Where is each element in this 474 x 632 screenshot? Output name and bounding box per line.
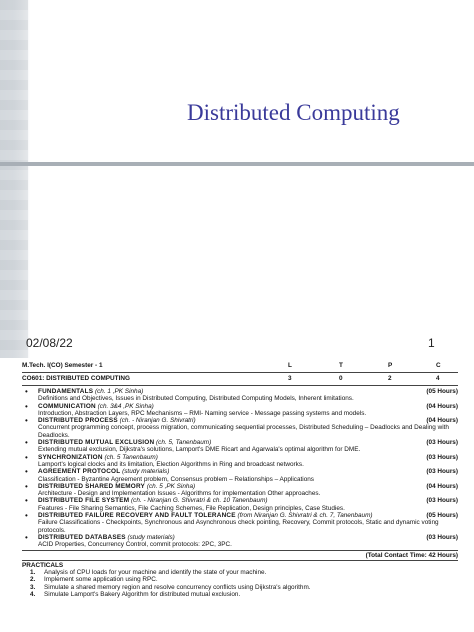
val-t: 0 — [339, 375, 343, 382]
practicals-heading: PRACTICALS — [22, 561, 64, 569]
bullet-icon: • — [25, 438, 28, 448]
semester-header — [22, 362, 458, 371]
practical-number: 2. — [30, 576, 36, 584]
topic-hours: (05 Hours) — [426, 512, 458, 520]
course-line: M.Tech. I(CO) Semester - 1 — [22, 362, 103, 369]
course-rule — [22, 385, 458, 386]
topic-hours: (04 Hours) — [426, 482, 458, 490]
header-rule — [22, 372, 458, 373]
col-c: C — [436, 362, 441, 369]
bullet-icon: • — [25, 532, 28, 542]
topic-item — [22, 439, 458, 454]
topic-hours: (05 Hours) — [426, 388, 458, 395]
practicals-list — [22, 569, 458, 598]
topic-desc: Architecture - Design and Implementation Issues - Algorithms for implementation Other approaches. — [38, 490, 321, 498]
topic-title: DISTRIBUTED PROCESS — [38, 417, 118, 425]
topic-ref: (ch. 5, Tanenbaum) — [156, 439, 212, 447]
practical-text: Analysis of CPU loads for your machine and identify the state of your machine. — [44, 569, 267, 577]
topic-item — [22, 497, 458, 512]
course-name: CO601: DISTRIBUTED COMPUTING — [22, 375, 130, 382]
topic-title: DISTRIBUTED FAILURE RECOVERY AND FAULT TOLERANCE — [38, 512, 236, 520]
topic-ref: (ch. 5 Tanenbaum) — [104, 453, 158, 461]
topic-item — [22, 534, 458, 549]
topic-ref: (ch. - Niranjan G. Shivratri & ch. 10 Tanenbaum) — [131, 497, 268, 505]
practical-text: Implement some application using RPC. — [44, 576, 158, 584]
topic-item — [22, 454, 458, 469]
topic-hours: (04 Hours) — [426, 417, 458, 425]
col-t: T — [339, 362, 343, 369]
topic-title: AGREEMENT PROTOCOL — [38, 468, 121, 476]
topic-ref: (from Niranjan G. Shivratri & ch. 7, Tanenbaum) — [237, 512, 373, 520]
bullet-icon: • — [25, 481, 28, 491]
practical-item — [22, 569, 458, 576]
bullet-icon: • — [25, 511, 28, 521]
topic-hours: (03 Hours) — [426, 497, 458, 505]
topic-title: DISTRIBUTED MUTUAL EXCLUSION — [38, 439, 155, 447]
topic-item — [22, 512, 458, 534]
bullet-icon: • — [25, 416, 28, 426]
val-l: 3 — [288, 375, 292, 382]
topic-title: DISTRIBUTED FILE SYSTEM — [38, 497, 130, 505]
total-contact-time: (Total Contact Time: 42 Hours) — [22, 550, 458, 561]
col-p: P — [388, 362, 393, 369]
topic-desc: Extending mutual exclusion, Dijkstra's solutions, Lamport's DME Ricart and Agarwala's optimal algorithm for DME. — [38, 446, 361, 454]
topic-hours: (03 Hours) — [426, 453, 458, 461]
topic-ref: (study materials) — [122, 468, 170, 476]
topic-ref: (ch. 5 ,PK Sinha) — [146, 482, 196, 490]
val-p: 2 — [388, 375, 392, 382]
practical-text: Simulate Lamport's Bakery Algorithm for distributed mutual exclusion. — [44, 591, 241, 599]
topic-item — [22, 388, 458, 403]
topic-hours: (03 Hours) — [426, 439, 458, 447]
topic-ref: (ch. - Niranjan G. Shivratri) — [119, 417, 196, 425]
topic-title: FUNDAMENTALS — [38, 388, 94, 395]
bullet-icon: • — [25, 467, 28, 477]
topic-item — [22, 468, 458, 483]
practical-item — [22, 591, 458, 598]
topic-hours: (03 Hours) — [426, 533, 458, 541]
topic-title: COMMUNICATION — [38, 402, 96, 410]
bullet-icon: • — [25, 401, 28, 411]
val-c: 4 — [436, 375, 440, 382]
bullet-icon: • — [25, 452, 28, 462]
bullet-icon: • — [25, 387, 28, 396]
topic-hours: (04 Hours) — [426, 402, 458, 410]
topic-ref: (study materials) — [127, 533, 175, 541]
course-row — [22, 375, 458, 384]
topic-title: DISTRIBUTED DATABASES — [38, 533, 126, 541]
topic-desc: Classification - Byzantine Agreement problem, Consensus problem – Relationships – Applications — [38, 475, 315, 483]
topic-desc: Lamport's logical clocks and its limitation, Election Algorithms in Ring and broadcast networks. — [38, 460, 304, 468]
practical-item — [22, 584, 458, 591]
topic-desc: Concurrent programming concept, process migration, communicating sequential processes, Distributed Scheduling – Deadlocks and Dealing with Deadlocks. — [38, 424, 449, 439]
slide-left-band — [0, 0, 28, 358]
practical-number: 1. — [30, 569, 36, 577]
topic-item — [22, 483, 458, 498]
topic-desc: Introduction, Abstraction Layers, RPC Mechanisms – RMI- Naming service - Message passing systems and models. — [38, 409, 367, 417]
slide-date: 02/08/22 — [26, 336, 73, 350]
topic-item — [22, 417, 458, 439]
topic-desc: Definitions and Objectives, Issues in Distributed Computing, Distributed Computing Models, Inherent limitations. — [38, 395, 354, 403]
topic-item — [22, 403, 458, 418]
slide-page-number: 1 — [428, 336, 435, 350]
practical-number: 3. — [30, 583, 36, 591]
slide-title: Distributed Computing — [187, 100, 400, 125]
bullet-icon: • — [25, 496, 28, 506]
topic-desc: Failure Classifications - Checkpoints, Synchronous and Asynchronous check pointing, Recovery, Commit protocols, Static and dynamic voting protocols. — [38, 519, 439, 534]
topic-title: DISTRIBUTED SHARED MEMORY — [38, 482, 146, 490]
topic-hours: (03 Hours) — [426, 468, 458, 476]
topic-desc: Features - File Sharing Semantics, File Caching Schemes, File Replication, Design principles, Case Studies. — [38, 504, 345, 512]
practical-number: 4. — [30, 591, 36, 599]
syllabus-document — [22, 362, 458, 632]
col-l: L — [288, 362, 292, 369]
topic-desc: ACID Properties, Concurrency Control, commit protocols: 2PC, 3PC. — [38, 541, 232, 549]
slide-divider — [0, 162, 474, 166]
practical-item — [22, 576, 458, 583]
topic-title: SYNCHRONIZATION — [38, 453, 103, 461]
topic-ref: (ch. 3&4 ,PK Sinha) — [97, 402, 154, 410]
practical-text: Simulate a shared memory region and resolve concurrency conflicts using Dijkstra's algorithm. — [44, 583, 311, 591]
topic-ref: (ch. 1 ,PK Sinha) — [94, 388, 144, 395]
topic-list — [22, 388, 458, 549]
